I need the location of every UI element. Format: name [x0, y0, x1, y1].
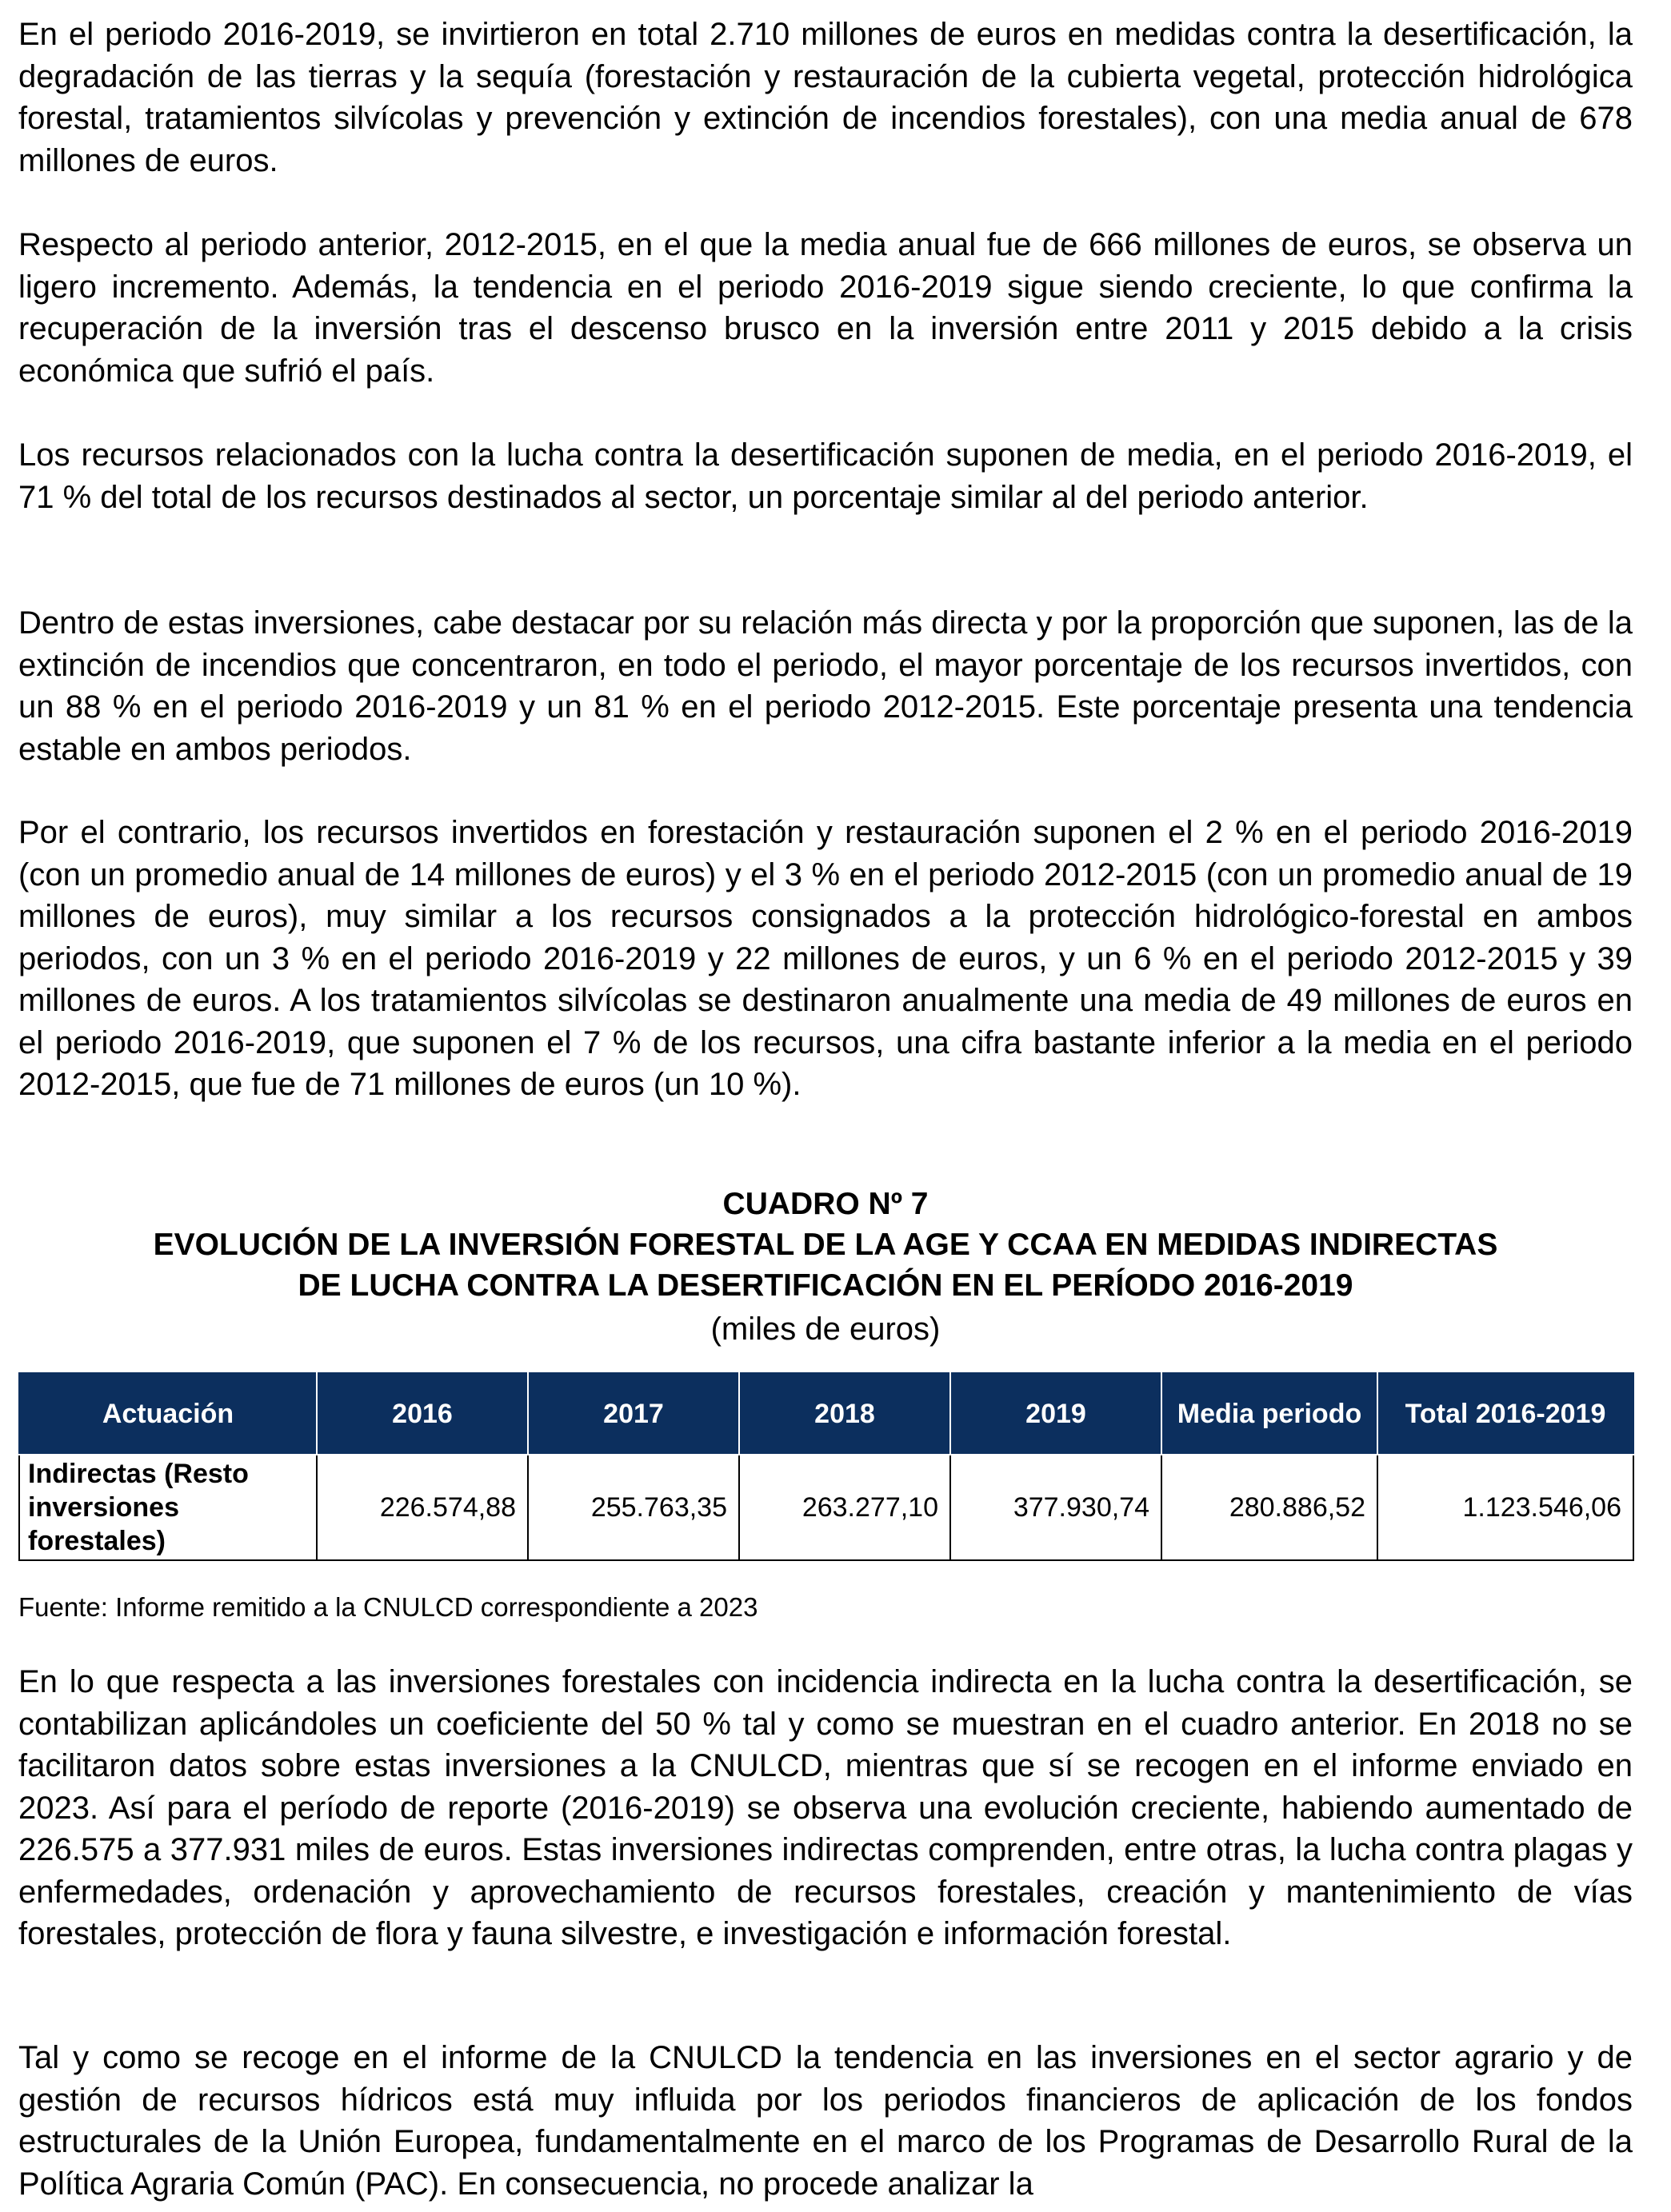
paragraph-fire-extinction: Dentro de estas inversiones, cabe destacar por su relación más directa y por la proporción que suponen, las de la extinción de incendios que concentraron, en todo el periodo, el mayor porcentaje de los recursos invertidos, con un 88 % en el periodo 2016-2019 y un 81 % en el periodo 2012-2015. Este porcentaje presenta una tendencia estable en ambos periodos.: [18, 605, 1633, 767]
header-2016: 2016: [317, 1373, 528, 1455]
cell-2016: 226.574,88: [317, 1455, 528, 1560]
paragraph-forestation: Por el contrario, los recursos invertidos en forestación y restauración suponen el 2 % en el periodo 2016-2019 (con un promedio anual de 14 millones de euros) y el 3 % en el periodo 2012-2015 (con un promedio anual de 19 millones de euros), muy similar a los recursos consignados a la protección hidrológico-forestal en ambos periodos, con un 3 % en el periodo 2016-2019 y 22 millones de euros, y un 6 % en el periodo 2012-2015 y 39 millones de euros. A los tratamientos silvícolas se destinaron anualmente una media de 49 millones de euros en el periodo 2016-2019, que suponen el 7 % de los recursos, una cifra bastante inferior a la media en el periodo 2012-2015, que fue de 71 millones de euros (un 10 %).: [18, 815, 1633, 1102]
paragraph-investment-total: En el periodo 2016-2019, se invirtieron en total 2.710 millones de euros en medidas contra la desertificación, la degradación de las tierras y la sequía (forestación y restauración de la cubierta vegetal, protección hidrológica forestal, tratamientos silvícolas y prevención y extinción de incendios forestales), con una media anual de 678 millones de euros.: [18, 17, 1633, 178]
table-caption: [18, 1184, 1633, 1306]
cell-2017: 255.763,35: [528, 1455, 739, 1560]
cell-2018: 263.277,10: [739, 1455, 950, 1560]
header-2019: 2019: [950, 1373, 1161, 1455]
header-2018: 2018: [739, 1373, 950, 1455]
table-header-row: [19, 1373, 1633, 1455]
paragraph-indirect-investments: En lo que respecta a las inversiones forestales con incidencia indirecta en la lucha contra la desertificación, se contabilizan aplicándoles un coeficiente del 50 % tal y como se muestran en el cuadro anterior. En 2018 no se facilitaron datos sobre estas inversiones a la CNULCD, mientras que sí se recogen en el informe enviado en 2023. Así para el período de reporte (2016-2019) se observa una evolución creciente, habiendo aumentado de 226.575 a 377.931 miles de euros. Estas inversiones indirectas comprenden, entre otras, la lucha contra plagas y enfermedades, ordenación y aprovechamiento de recursos forestales, creación y mantenimiento de vías forestales, protección de flora y fauna silvestre, e investigación e información forestal.: [18, 1664, 1633, 1951]
header-media-periodo: Media periodo: [1161, 1373, 1377, 1455]
row-label: Indirectas (Resto inversiones forestales): [19, 1455, 317, 1560]
header-total: Total 2016-2019: [1377, 1373, 1633, 1455]
paragraph-cnulcd-trend: Tal y como se recoge en el informe de la CNULCD la tendencia en las inversiones en el sector agrario y de gestión de recursos hídricos está muy influida por los periodos financieros de aplicación de los fondos estructurales de la Unión Europea, fundamentalmente en el marco de los Programas de Desarrollo Rural de la Política Agraria Común (PAC). En consecuencia, no procede analizar la: [18, 2040, 1633, 2202]
table-title-line-2: DE LUCHA CONTRA LA DESERTIFICACIÓN EN EL PERÍODO 2016-2019: [298, 1268, 1353, 1303]
table-row: [19, 1455, 1633, 1560]
paragraph-previous-period: Respecto al periodo anterior, 2012-2015, en el que la media anual fue de 666 millones de euros, se observa un ligero incremento. Además, la tendencia en el periodo 2016-2019 sigue siendo creciente, lo que confirma la recuperación de la inversión tras el descenso brusco en la inversión entre 2011 y 2015 debido a la crisis económica que sufrió el país.: [18, 227, 1633, 389]
header-actuacion: Actuación: [19, 1373, 317, 1455]
paragraph-resources-share: Los recursos relacionados con la lucha contra la desertificación suponen de media, en el periodo 2016-2019, el 71 % del total de los recursos destinados al sector, un porcentaje similar al del periodo anterior.: [18, 437, 1633, 515]
table-source: Fuente: Informe remitido a la CNULCD correspondiente a 2023: [18, 1592, 758, 1622]
table-units: (miles de euros): [710, 1312, 941, 1347]
table-title-line-1: EVOLUCIÓN DE LA INVERSIÓN FORESTAL DE LA AGE Y CCAA EN MEDIDAS INDIRECTAS: [153, 1228, 1498, 1262]
header-2017: 2017: [528, 1373, 739, 1455]
investment-table: [18, 1372, 1634, 1561]
cell-2019: 377.930,74: [950, 1455, 1161, 1560]
cell-media-periodo: 280.886,52: [1161, 1455, 1377, 1560]
cell-total: 1.123.546,06: [1377, 1455, 1633, 1560]
table-number: CUADRO Nº 7: [722, 1187, 929, 1221]
